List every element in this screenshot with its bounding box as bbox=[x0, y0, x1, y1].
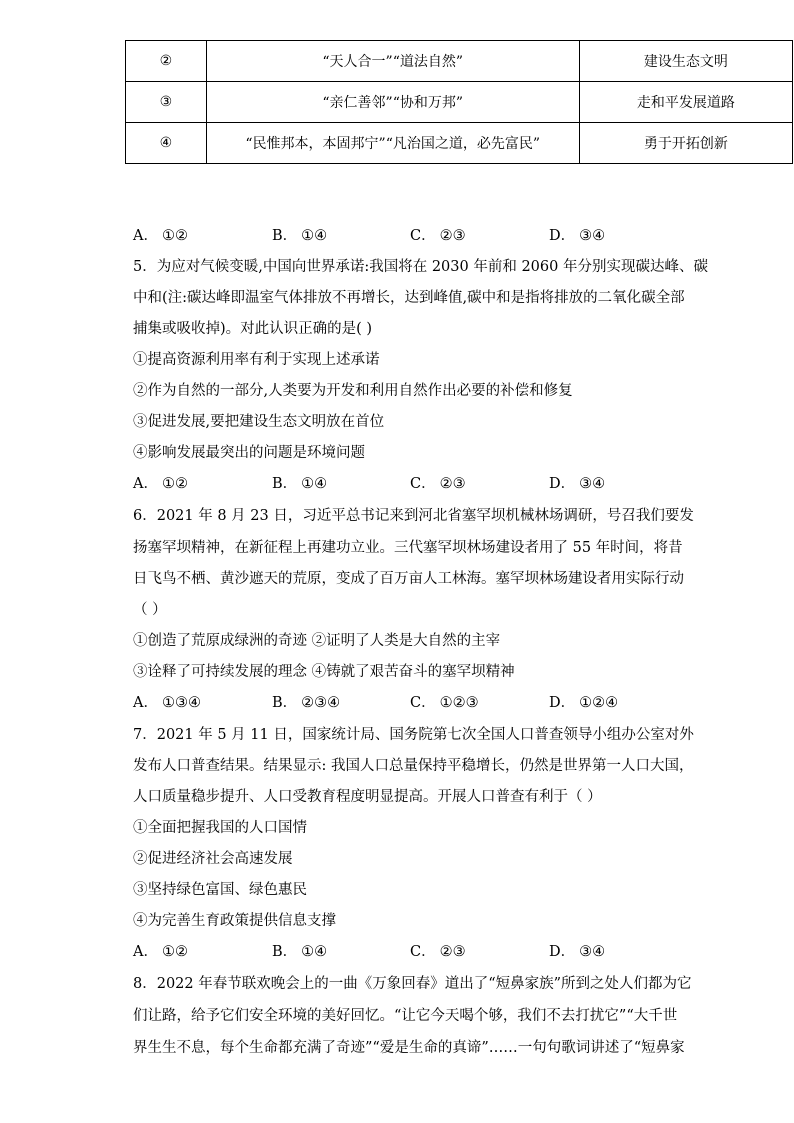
question-stem: 扬塞罕坝精神，在新征程上再建功立业。三代塞罕坝林场建设者用了 55 年时间，将昔 bbox=[133, 540, 683, 556]
question-stem: 7．2021 年 5 月 11 日，国家统计局、国务院第七次全国人口普查领导小组办公室对外 bbox=[133, 727, 694, 743]
row-number: ③ bbox=[126, 82, 207, 123]
question-stem: 界生生不息，每个生命都充满了奇迹”“爱是生命的真谛”……一句句歌词讲述了“短鼻家 bbox=[133, 1040, 685, 1056]
row-number: ④ bbox=[126, 123, 207, 164]
statement-option: ②作为自然的一部分,人类要为开发和利用自然作出必要的补偿和修复 bbox=[133, 383, 573, 399]
statement-option: ①提高资源利用率有利于实现上述承诺 bbox=[133, 352, 380, 368]
answer-choice-c[interactable]: C． ②③ bbox=[410, 944, 466, 960]
question-stem: 们让路，给予它们安全环境的美好回忆。“让它今天喝个够，我们不去打扰它”“大千世 bbox=[133, 1008, 678, 1024]
answer-choice-b[interactable]: B． ①④ bbox=[272, 228, 328, 244]
question-stem: （ ） bbox=[133, 602, 167, 618]
answer-choice-a[interactable]: A． ①② bbox=[133, 944, 188, 960]
question-stem: 发布人口普查结果。结果显示: 我国人口总量保持平稳增长，仍然是世界第一人口大国， bbox=[133, 758, 694, 774]
answer-choice-c[interactable]: C． ①②③ bbox=[410, 695, 479, 711]
row-content: “天人合一”“道法自然” bbox=[206, 41, 579, 82]
statement-option: ①全面把握我国的人口国情 bbox=[133, 820, 307, 836]
row-content: “亲仁善邻”“协和万邦” bbox=[206, 82, 579, 123]
row-meaning: 走和平发展道路 bbox=[579, 82, 792, 123]
statement-option: ①创造了荒原成绿洲的奇迹 ②证明了人类是大自然的主宰 bbox=[133, 633, 501, 649]
question-stem: 6．2021 年 8 月 23 日，习近平总书记来到河北省塞罕坝机械林场调研，号召我们要发 bbox=[133, 508, 694, 524]
row-number: ② bbox=[126, 41, 207, 82]
row-meaning: 建设生态文明 bbox=[579, 41, 792, 82]
answer-choice-d[interactable]: D． ③④ bbox=[549, 476, 606, 492]
answer-choice-a[interactable]: A． ①③④ bbox=[133, 695, 201, 711]
statement-option: ④影响发展最突出的问题是环境问题 bbox=[133, 445, 365, 461]
statement-option: ④为完善生育政策提供信息支撑 bbox=[133, 913, 336, 929]
statement-option: ③促进发展,要把建设生态文明放在首位 bbox=[133, 414, 385, 430]
answer-choice-b[interactable]: B． ①④ bbox=[272, 476, 328, 492]
question-stem: 日飞鸟不栖、黄沙遮天的荒原，变成了百万亩人工林海。塞罕坝林场建设者用实际行动 bbox=[133, 571, 684, 587]
question-stem: 捕集或吸收掉)。对此认识正确的是( ) bbox=[133, 321, 373, 337]
statement-option: ③诠释了可持续发展的理念 ④铸就了艰苦奋斗的塞罕坝精神 bbox=[133, 664, 515, 680]
table-row bbox=[126, 123, 793, 164]
options-table bbox=[125, 40, 793, 164]
answer-choice-c[interactable]: C． ②③ bbox=[410, 476, 466, 492]
question-stem: 中和(注:碳达峰即温室气体排放不再增长，达到峰值,碳中和是指将排放的二氧化碳全部 bbox=[133, 290, 685, 306]
table-row bbox=[126, 41, 793, 82]
answer-choice-d[interactable]: D． ①②④ bbox=[549, 695, 619, 711]
question-stem: 8．2022 年春节联欢晚会上的一曲《万象回春》道出了“短鼻家族”所到之处人们都为它 bbox=[133, 976, 692, 992]
answer-choice-d[interactable]: D． ③④ bbox=[549, 228, 606, 244]
answer-choice-a[interactable]: A． ①② bbox=[133, 476, 188, 492]
answer-choice-c[interactable]: C． ②③ bbox=[410, 228, 466, 244]
answer-choice-a[interactable]: A． ①② bbox=[133, 228, 188, 244]
table-row bbox=[126, 82, 793, 123]
question-stem: 人口质量稳步提升、人口受教育程度明显提高。开展人口普查有利于（ ） bbox=[133, 789, 602, 805]
statement-option: ②促进经济社会高速发展 bbox=[133, 851, 293, 867]
question-stem: 5．为应对气候变暖,中国向世界承诺:我国将在 2030 年前和 2060 年分别实现碳达峰、碳 bbox=[133, 259, 708, 275]
row-content: “民惟邦本，本固邦宁”“凡治国之道，必先富民” bbox=[206, 123, 579, 164]
row-meaning: 勇于开拓创新 bbox=[579, 123, 792, 164]
statement-option: ③坚持绿色富国、绿色惠民 bbox=[133, 882, 307, 898]
answer-choice-d[interactable]: D． ③④ bbox=[549, 944, 606, 960]
answer-choice-b[interactable]: B． ②③④ bbox=[272, 695, 341, 711]
answer-choice-b[interactable]: B． ①④ bbox=[272, 944, 328, 960]
